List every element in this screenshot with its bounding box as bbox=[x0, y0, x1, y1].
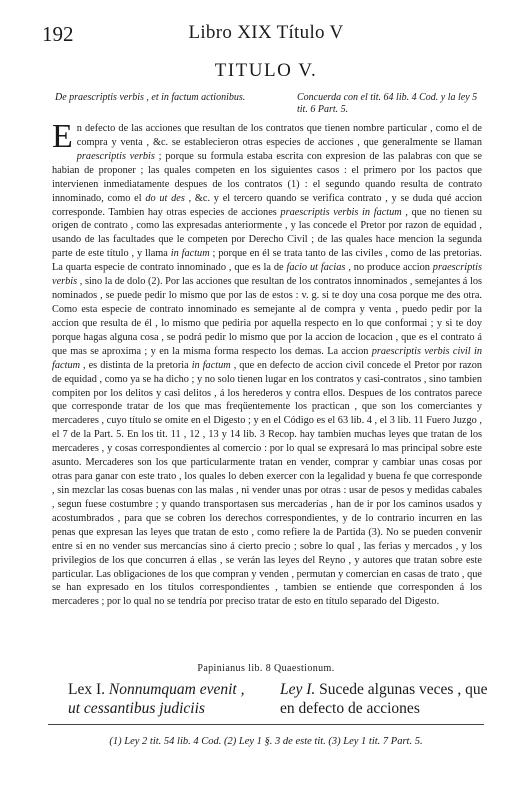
text-run: , no produce accion bbox=[345, 262, 433, 274]
lex-text-latin: Nonnumquam evenit , ut cessantibus judiciis bbox=[68, 681, 245, 717]
footnote-rule bbox=[48, 724, 484, 725]
lex-spanish bbox=[280, 680, 490, 718]
lex-latin bbox=[68, 680, 258, 718]
subtitle-concordance: Concuerda con el tit. 64 lib. 4 Cod. y la ley 5 tit. 6 Part. 5. bbox=[297, 92, 478, 115]
text-run: ; porque en él se trata tanto de las civiles , como de las pretorias. La quarta especie de contrato innominado , que es la de bbox=[52, 248, 482, 274]
italic-term: praescriptis verbis in factum bbox=[280, 206, 402, 218]
italic-term: praescriptis verbis bbox=[52, 262, 482, 288]
lex-text-spanish: Sucede algunas veces , que en defecto de acciones bbox=[280, 681, 488, 717]
text-run: , que no tienen su origen de contrato , como las expresadas anteriormente , y las concede el Pretor por razon de equidad , usando de las facultades que le competen por Derecho Civil ; de las quales hace mencion la segunda parte de este título , y llama bbox=[52, 206, 482, 260]
italic-term: do ut des bbox=[145, 192, 185, 204]
running-title: Libro XIX Título V bbox=[188, 22, 344, 43]
italic-term: praescriptis verbis bbox=[76, 150, 155, 162]
section-title: TITULO V. bbox=[214, 60, 318, 81]
text-run: , sino la de dolo (2). Por las acciones que resultan de los contratos innominados , semejantes á los nominados , se puede pedir lo mismo que por las de estos : v. g. si te doy una cosa porque me des otra. Como esta especie de contrato innominado es semejante al de compra y venta , puedo pedir por la accion que resulta de él , lo mismo que pediria por aquella respecto en lo que conformai ; y si te doy porque hagas alguna cosa , se podrá pedir lo mismo que por la accion de locacion , que es el contrato á que mas se aproxima ; y en la misma forma respecto los demas. La accion bbox=[52, 276, 482, 357]
text-run: , es distinta de la pretoria bbox=[80, 359, 192, 371]
italic-term: in factum bbox=[191, 359, 231, 371]
text-run: ; porque su formula estaba escrita con expresion de las palabras con que se habian de proponer ; las quales competen en los siguientes casos : el primero por los pactos que intervienen inmediatamente despues de los contratos (1) : el segundo quando resulta de contrato innominado, como el bbox=[52, 150, 482, 204]
text-run: , que en defecto de accion civil concede el Pretor por razon de equidad , como ya se ha dicho ; y no solo tienen lugar en los contratos y casi-contratos , sino tambien compiten por los delitos y casi delitos , á los herederos y contra ellos. Despues de los contratos parece que corresponde tratar de los que mas freqüentemente los practican , que son los comerciantes y mercaderes , cuyo título se omite en el Digesto ; y en el Código es el 63 lib. 4 , el 3 lib. 11 Fuero Juzgo , el 7 de la Part. 5. En los tit. 11 , 12 , 13 y 14 lib. 3 Recop. hay tambien muchas leyes que tratan de los mercaderes , y cosas correspondientes al comercio : por lo qual se expresará lo mas principal sobre este asunto. Mercaderes son los que particularmente tratan en vender, comprar y cambiar unas cosas por otras para ganar con este trato , los quales lo deben exercer con la legalidad y buena fe que corresponde , sin mezclar las cosas buenas con las malas , ni vender unas por otras : usar de pesos y medidas cabales , segun fuese costumbre ; y quando transportasen sus mercaderías , han de ir por los caminos usados y acostumbrados , para que se cobren los derechos correspondientes, y de lo contrario incurren en las penas que expresan las leyes que tratan de esto , como refiere la de Partida (3). No se pueden convenir entre si en no vender sus mercancías sino á cierto precio ; sobre lo qual , las ferias y mercados , y los privilegios de los que concurren á ellas , se verán las leyes del Reyno , y autores que tratan sobre este particular. Las obligaciones de los que compran y venden , permutan y comercian en casas de trato , que se han expresado en los títulos correspondientes , tambien se entiende que corresponden á los mercaderes ; por lo qual no se tendría por preciso tratar de esto en título separado del Digesto. bbox=[52, 359, 482, 608]
subtitle-latin: De praescriptis verbis , et in factum actionibus. bbox=[55, 92, 246, 103]
text-run: n defecto de las acciones que resultan de los contratos que tienen nombre particular , como el de compra y venta , &c. se establecieron otras especies de acciones , que generalmente se llaman bbox=[76, 123, 482, 148]
commentary-paragraph bbox=[52, 123, 482, 607]
author-citation: Papinianus lib. 8 Quaestionum. bbox=[197, 663, 335, 674]
page-number: 192 bbox=[42, 22, 74, 46]
footnotes: (1) Ley 2 tit. 54 lib. 4 Cod. (2) Ley 1 §. 3 de este tit. (3) Ley 1 tit. 7 Part. 5. bbox=[109, 736, 423, 747]
lex-number-spanish: Ley I. bbox=[280, 681, 316, 698]
drop-cap: E bbox=[52, 122, 73, 155]
lex-number-latin: Lex I. bbox=[68, 681, 106, 698]
italic-term: praescriptis verbis civil in factum bbox=[52, 345, 482, 371]
commentary-body bbox=[52, 122, 482, 642]
italic-term: facio ut facias bbox=[286, 262, 346, 274]
page-header bbox=[42, 22, 490, 46]
text-run: , &c. y el tercero quando se verifica contrato , y se duda qué accion corresponde. Tambien hay otras especies de acciones bbox=[52, 192, 482, 218]
italic-term: in factum bbox=[170, 248, 210, 260]
